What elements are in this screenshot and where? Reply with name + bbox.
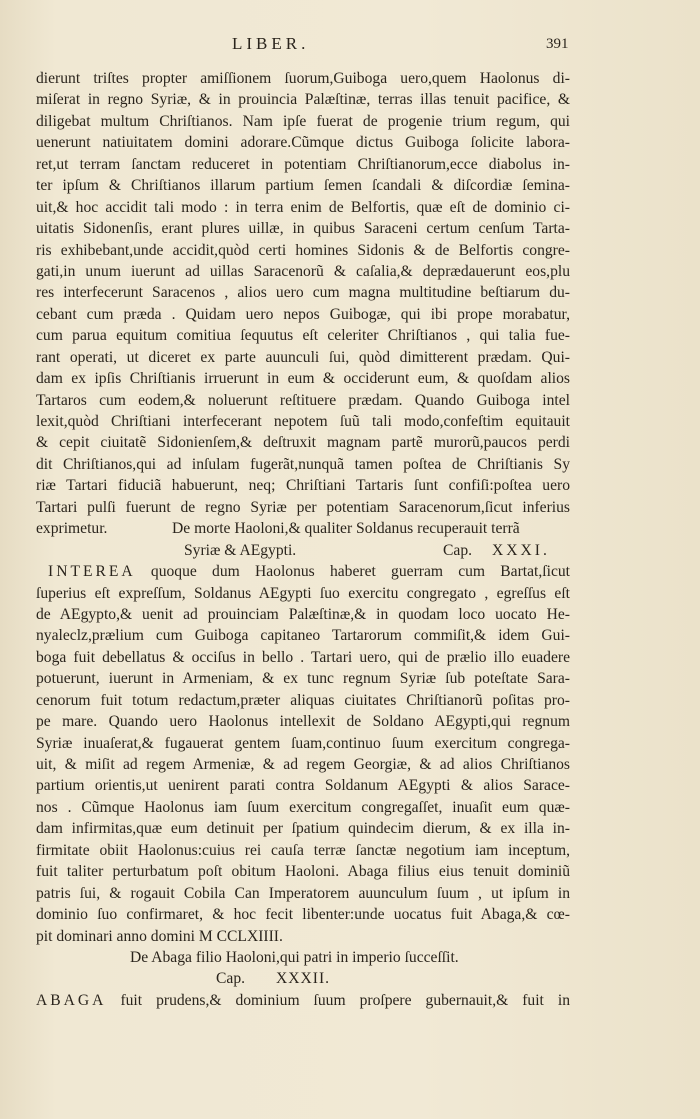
text-line: potuerunt, iuerunt in Armeniam, & ex tunc regnum Syriæ ſub poteſtate Sara- [36,670,570,688]
chapter-title-32: De Abaga filio Haoloni,qui patri in imperio ſucceſſit. [130,948,459,966]
text-line: Syriæ inuaſerat,& fugauerat gentem ſuam,continuo ſuum exercitum congrega- [36,734,570,752]
text-line: cenorum fuit totum redactum,præter aliquas ciuitates Chriſtianorũ poſitas pro- [36,691,570,709]
paragraph-3-line [36,990,570,1011]
text-line: gati,in unum iuerunt ad uillas Saracenorũ & caſalia,& deprædauerunt eos,plu [36,262,570,280]
text-line: lexit,quòd Chriſtiani interfecerant nepotem ſuũ tali modo,confeſtim equitauit [36,413,570,430]
paragraph-2 [36,561,570,947]
chapter-number: XXXII. [276,970,331,988]
text-line: ter ipſum & Chriſtianos illarum partium ſemen ſcandali & diſcordiæ ſemina- [36,177,570,195]
body-text [36,68,570,1011]
chapter-title-31-cont: Syriæ & AEgypti. [184,541,297,559]
text-line [36,561,570,582]
text-line: pit dominari anno domini M CCLXIIII. [36,927,283,945]
text-line: dit Chriſtianos,qui ad inſulam fugerãt,nunquã tamen poſtea de Chriſtianis Sy [36,455,570,473]
text-line: rant operati, ut diceret ex parte auunculi ſui, quòd dimitterent prædam. Qui- [36,348,570,366]
chapter-number: XXXI. [492,541,550,559]
text-line: patris ſui, & rogauit Cobila Can Imperatorem auunculum ſuum , ut ipſum in [36,884,570,902]
text-line: ſuperius eſt expreſſum, Soldanus AEgypti ſuo exercitu congregato , egreſſus eſt [36,584,570,602]
text-line: dominio ſuo confirmaret, & hoc fecit libenter:unde uocatus fuit Abaga,& cœ- [36,906,570,924]
text-line: uit,& hoc accidit tali modo : in terra enim de Belfortis, quæ eſt de dominio ci- [36,198,570,216]
text-line: riæ Tartari fiduciã habuerunt, neq; Chriſtiani Tartaris ſunt confiſi:poſtea uero [36,477,570,495]
running-title: LIBER. [232,34,310,53]
initial-word: INTEREA [48,563,136,581]
text-line: res interfecerunt Saracenos , alios uero cum magna multitudine beſtiarum du- [36,284,570,302]
chapter-label: Cap. [443,541,473,559]
initial-word: ABAGA [36,991,107,1009]
chapter-heading-31-line-1 [36,518,570,539]
chapter-heading-32-line-2 [36,968,570,989]
text-line: & cepit ciuitatẽ Sidonienſem,& deſtruxit magnam partẽ murorũ,paucos perdi [36,434,570,452]
text-line: partium orientis,ut uenirent parati contra Soldanum AEgypti & alios Saracе- [36,777,570,795]
text-line: dam ex ipſis Chriſtianis irruerunt in eum & occiderunt eum, & quoſdam alios [36,370,570,388]
text-line: cum parua equitum comitiua ſequutus eſt celeriter Chriſtianos , qui talia fue- [36,327,570,345]
text-line: firmitate obiit Haolonus:cuius rei cauſa terræ ſanctæ negotium iam inceptum, [36,841,570,859]
text-line: miſerat in regno Syriæ, & in prouincia Palæſtinæ, terras illas tenuit pacifice, & [36,91,570,109]
page-number: 391 [546,36,569,52]
text-line: dierunt triſtes propter amiſſionem ſuorum,Guiboga uero,quem Haolonus di- [36,70,570,87]
text-line: pe mare. Quando uero Haolonus intellexit de Soldano AEgypti,qui regnum [36,713,570,731]
chapter-title-31: De morte Haoloni,& qualiter Soldanus recuperauit terrã [172,520,520,538]
text-line: dam infirmitas,quæ eum detinuit per ſpatium quindecim dierum, & ex illa in- [36,820,570,838]
text-line: uit, & miſit ad regem Armeniæ, & ad regem Georgiæ, & ad alios Chriſtianos [36,756,570,773]
text-line: nos . Cũmque Haolonus iam ſuum exercitum congregaſſet, inuaſit eum quæ- [36,798,570,816]
paragraph-end-text: exprimetur. [36,520,108,538]
text-line: ret,ut terram ſanctam reduceret in potentiam Chriſtianorum,ecce diabolus in- [36,155,570,173]
text-line: boga fuit debellatus & occiſus in bello . Tartari uero, qui de prælio illo euadere [36,648,570,666]
text-line: cebant cum præda . Quidam uero nepos Guibogæ, qui ibi prope morabatur, [36,305,570,323]
text-line: uenerunt natiuitatem domini adorare.Cũmque dictus Guiboga ſolicite labora- [36,134,570,152]
text-line: de AEgypto,& uenit ad prouinciam Palæſtinæ,& in quodam loco uocato He- [36,605,570,623]
chapter-label: Cap. [216,970,246,988]
text-line: nyaleclz,prælium cum Guiboga capitaneo Tartarorum commiſit,& idem Gui- [36,627,570,645]
running-header [0,32,700,58]
text-line: diligebat multum Chriſtianos. Nam ipſe fuerat de progenie trium regum, qui [36,112,570,130]
text-line: uitatis Sidonenſis, erant plures uillæ, in quibus Saraceni certum cenſum Tarta- [36,220,570,238]
text-line: ris exhibebant,unde accidit,quòd certi homines Sidonis & de Belfortis congre- [36,241,570,259]
text-line: fuit taliter perturbatum poſt obitum Haoloni. Abaga filius eius tenuit dominiũ [36,863,570,881]
text-line: Tartaros cum eodem,& noluerunt reſtituere prædam. Quando Guiboga intel [36,391,570,409]
paragraph-1 [36,68,570,561]
text-run: fuit prudens,& dominium ſuum proſpere gubernauit,& fuit in [106,991,570,1009]
text-line: Tartari pulſi fuerunt de regno Syriæ per potentiam Saracenorum,ſicut inferius [36,498,570,516]
text-run: quoque dum Haolonus haberet guerram cum Bartat,ſicut [135,563,570,581]
chapter-heading-31-line-2 [36,540,570,561]
